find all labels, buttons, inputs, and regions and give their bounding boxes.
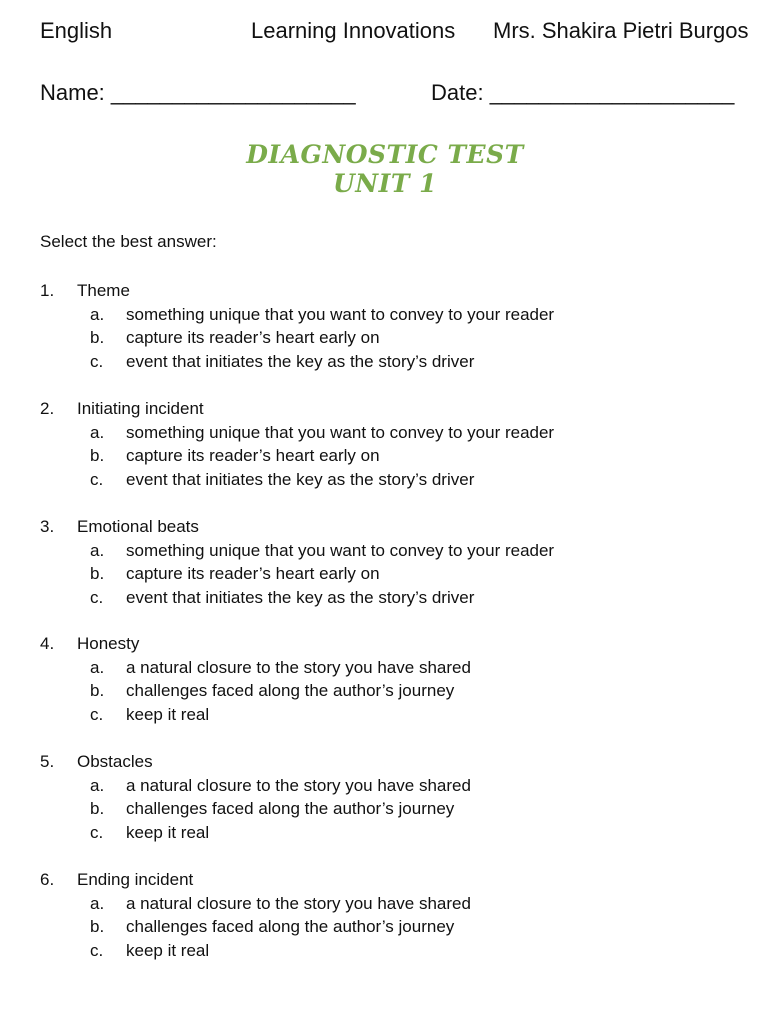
- question-text: Honesty: [77, 634, 140, 653]
- question-number: 5.: [40, 752, 55, 771]
- option-text: challenges faced along the author’s journey: [126, 917, 455, 936]
- option-letter: c.: [90, 469, 104, 489]
- question-text: Theme: [77, 281, 130, 300]
- option-letter: c.: [90, 351, 104, 371]
- option-letter: b.: [90, 328, 105, 347]
- option-text: event that initiates the key as the story’s driver: [126, 351, 475, 371]
- question-number: 4.: [40, 634, 55, 653]
- option-text: capture its reader’s heart early on: [126, 446, 380, 465]
- course-label: Learning Innovations: [251, 18, 456, 43]
- option-text: a natural closure to the story you have shared: [126, 775, 471, 795]
- option-letter: b.: [90, 799, 105, 818]
- question-number: 6.: [40, 870, 55, 889]
- option-letter: a.: [90, 657, 105, 677]
- date-field[interactable]: Date: ____________________: [431, 80, 735, 105]
- unit-title: UNIT 1: [332, 169, 438, 198]
- option-text: event that initiates the key as the story’s driver: [126, 587, 475, 607]
- option-letter: b.: [90, 446, 105, 465]
- option-letter: c.: [90, 587, 104, 607]
- name-field[interactable]: Name: ____________________: [40, 80, 356, 105]
- subject-label: English: [40, 18, 113, 43]
- question-number: 2.: [40, 399, 55, 418]
- option-letter: c.: [90, 822, 104, 842]
- option-letter: b.: [90, 564, 105, 583]
- teacher-label: Mrs. Shakira Pietri Burgos: [493, 18, 749, 43]
- option-text: challenges faced along the author’s journey: [126, 799, 455, 818]
- option-text: something unique that you want to convey to your reader: [126, 540, 555, 560]
- option-text: capture its reader’s heart early on: [126, 564, 380, 583]
- option-letter: a.: [90, 304, 105, 324]
- question-text: Obstacles: [77, 752, 153, 771]
- question-text: Ending incident: [77, 870, 194, 889]
- option-text: keep it real: [126, 704, 210, 724]
- option-text: a natural closure to the story you have shared: [126, 657, 471, 677]
- option-text: keep it real: [126, 940, 210, 960]
- option-text: capture its reader’s heart early on: [126, 328, 380, 347]
- question-number: 1.: [40, 281, 55, 300]
- option-letter: b.: [90, 681, 105, 700]
- option-text: challenges faced along the author’s journey: [126, 681, 455, 700]
- option-letter: c.: [90, 940, 104, 960]
- option-text: something unique that you want to convey to your reader: [126, 422, 555, 442]
- option-letter: a.: [90, 893, 105, 913]
- option-letter: b.: [90, 917, 105, 936]
- option-letter: a.: [90, 775, 105, 795]
- question-number: 3.: [40, 517, 55, 536]
- option-text: something unique that you want to convey to your reader: [126, 304, 555, 324]
- option-letter: a.: [90, 422, 105, 442]
- option-text: keep it real: [126, 822, 210, 842]
- test-title: DIAGNOSTIC TEST: [246, 140, 524, 169]
- option-letter: c.: [90, 704, 104, 724]
- question-text: Emotional beats: [77, 517, 199, 536]
- option-text: event that initiates the key as the story’s driver: [126, 469, 475, 489]
- option-letter: a.: [90, 540, 105, 560]
- option-text: a natural closure to the story you have shared: [126, 893, 471, 913]
- instructions: Select the best answer:: [40, 232, 217, 251]
- question-text: Initiating incident: [77, 399, 204, 418]
